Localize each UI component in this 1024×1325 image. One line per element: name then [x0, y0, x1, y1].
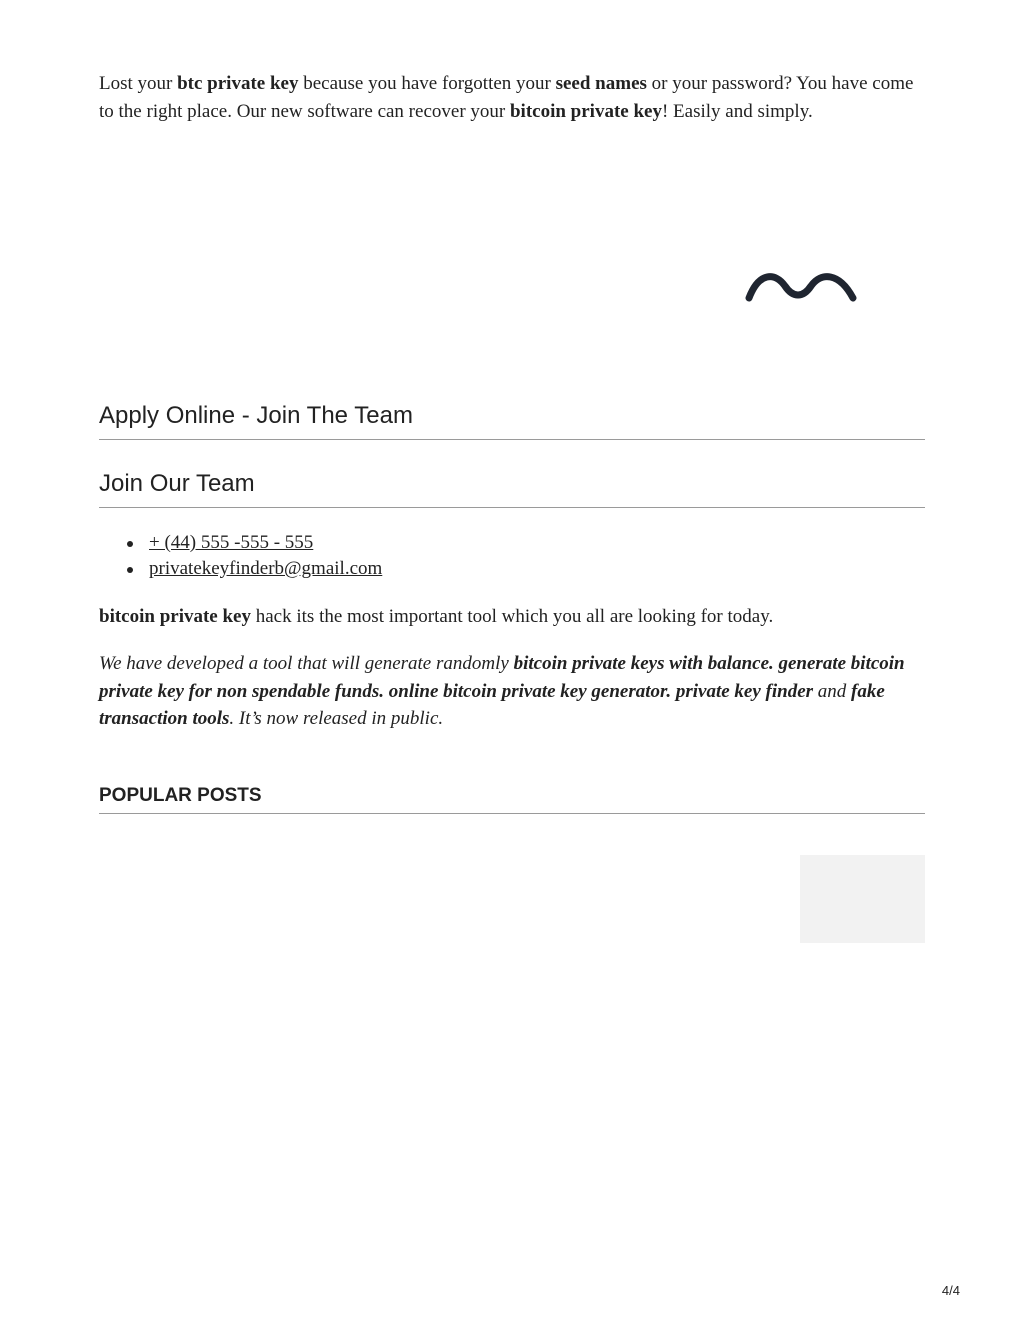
italic-paragraph [99, 650, 925, 733]
heading-apply-online: Apply Online - Join The Team [99, 401, 925, 440]
email-link[interactable]: privatekeyfinderb@gmail.com [149, 558, 383, 579]
contact-item-phone [99, 530, 382, 556]
tool-paragraph [99, 603, 925, 631]
tool-bold-bitcoin-private-key: bitcoin private key [99, 606, 251, 627]
italic-text-2: and [813, 680, 852, 702]
italic-bold-keywords: bitcoin private keys with balance. generate bitcoin private key for non spendable funds. online bitcoin private key generator. private key finder [99, 653, 905, 702]
contact-list [99, 530, 382, 582]
heading-join-our-team: Join Our Team [99, 469, 925, 508]
tool-text: hack its the most important tool which you all are looking for today. [251, 606, 774, 627]
wave-icon [745, 268, 857, 308]
page-number: 4/4 [941, 1283, 960, 1298]
intro-paragraph [99, 70, 925, 125]
contact-item-email [99, 556, 382, 582]
intro-text-1: Lost your [99, 73, 178, 94]
italic-bold-fake-transaction-tools: fake transaction tools [99, 680, 885, 729]
intro-text-3: or your password? You have come to the right place. Our new software can recover your [99, 73, 914, 122]
intro-text-4: ! Easily and simply. [661, 100, 813, 122]
phone-link[interactable]: + (44) 555 -555 - 555 [149, 532, 314, 553]
italic-text-3: . It’s now released in public. [229, 708, 444, 729]
popular-post-thumbnail[interactable] [800, 855, 925, 943]
intro-text-2: because you have forgotten your [298, 73, 556, 94]
italic-text-1: We have developed a tool that will generate randomly [99, 653, 514, 674]
intro-bold-btc-private-key: btc private key [177, 73, 299, 94]
popular-posts-heading: POPULAR POSTS [99, 784, 925, 814]
intro-bold-bitcoin-private-key: bitcoin private key [509, 100, 662, 122]
intro-bold-seed-names: seed names [555, 73, 647, 94]
